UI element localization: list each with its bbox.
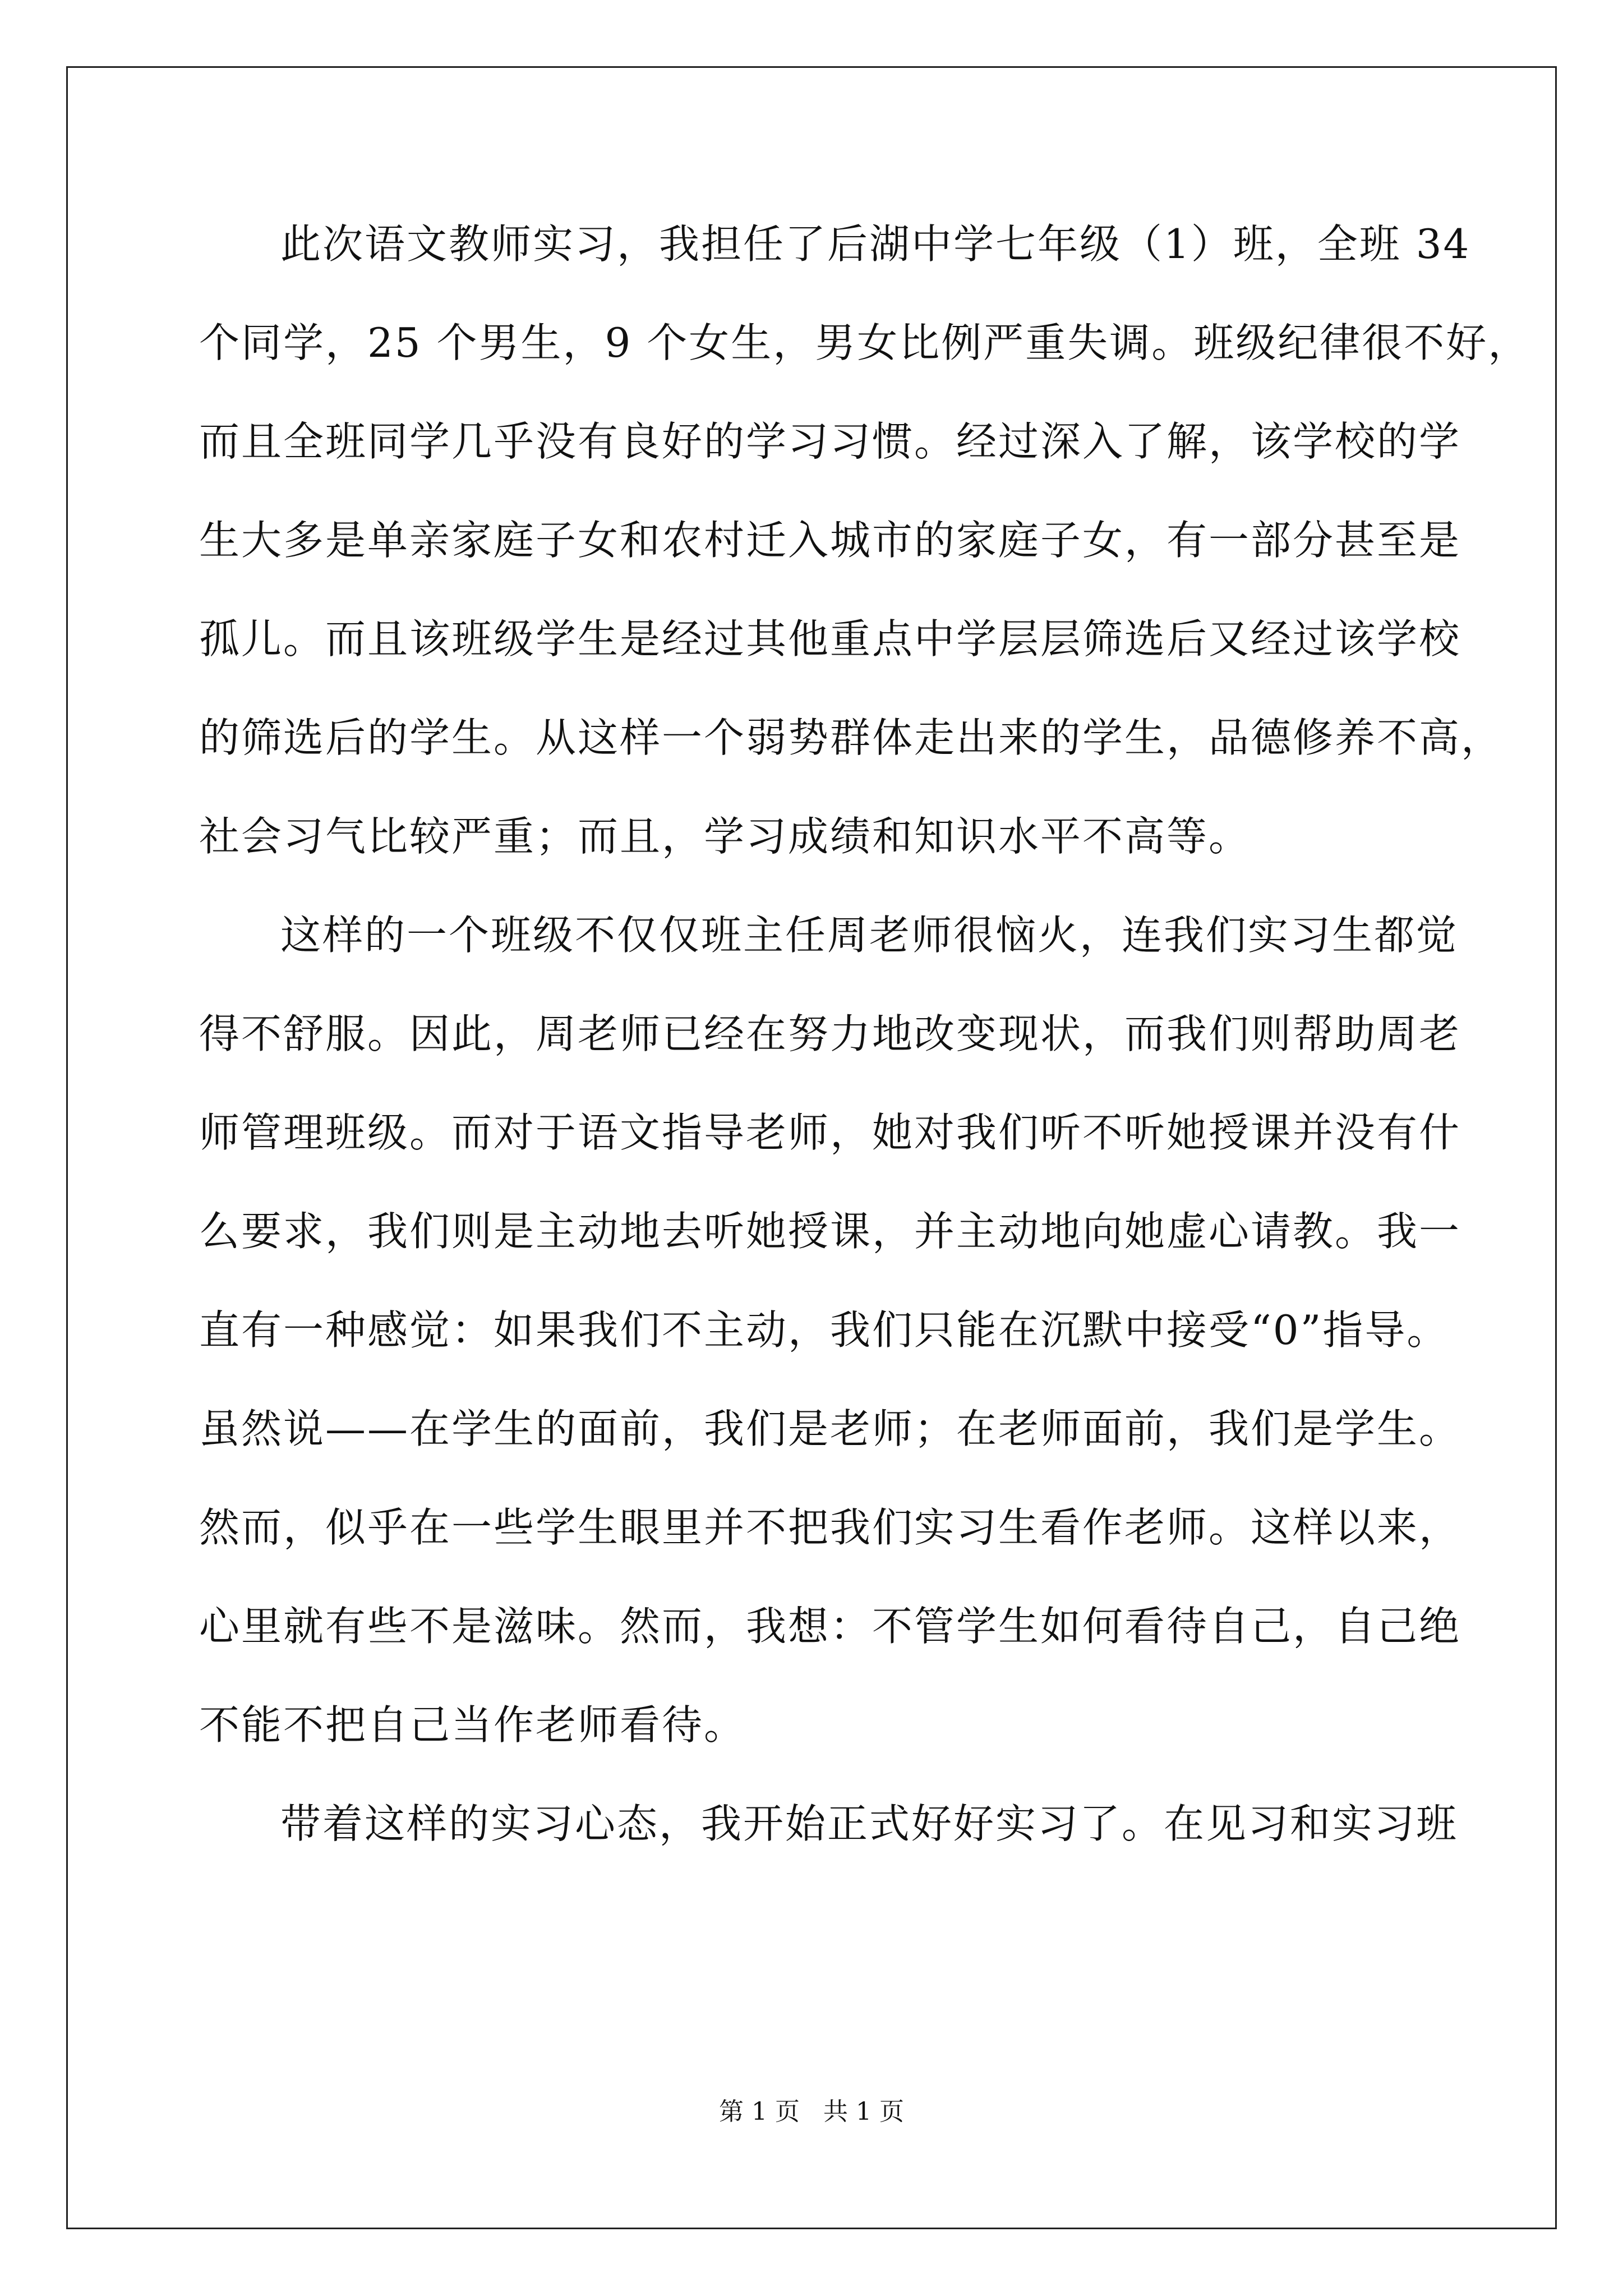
paragraph-2-line-5: 直有一种感觉：如果我们不主动，我们只能在沉默中接受“0”指导。	[199, 1306, 1449, 1354]
paragraph-2-line-8: 心里就有些不是滋味。然而，我想：不管学生如何看待自己，自己绝	[199, 1603, 1461, 1650]
paragraph-1-line-4: 生大多是单亲家庭子女和农村迁入城市的家庭子女，有一部分甚至是	[199, 517, 1461, 564]
paragraph-1-line-1: 此次语文教师实习，我担任了后湖中学七年级（1）班，全班 34	[280, 220, 1471, 268]
paragraph-2-line-2: 得不舒服。因此，周老师已经在努力地改变现状，而我们则帮助周老	[199, 1010, 1461, 1057]
paragraph-1-line-5: 孤儿。而且该班级学生是经过其他重点中学层层筛选后又经过该学校	[199, 615, 1461, 662]
paragraph-1-line-2: 个同学，25 个男生，9 个女生，男女比例严重失调。班级纪律很不好，	[199, 319, 1530, 366]
paragraph-2-line-1: 这样的一个班级不仅仅班主任周老师很恼火，连我们实习生都觉	[280, 912, 1459, 959]
paragraph-1-line-7: 社会习气比较严重；而且，学习成绩和知识水平不高等。	[199, 813, 1251, 860]
paragraph-2-line-7: 然而，似乎在一些学生眼里并不把我们实习生看作老师。这样以来，	[199, 1504, 1461, 1551]
document-body	[199, 216, 1530, 1894]
paragraph-3-line-1: 带着这样的实习心态，我开始正式好好实习了。在见习和实习班	[280, 1800, 1459, 1847]
paragraph-2-line-9: 不能不把自己当作老师看待。	[199, 1701, 746, 1749]
paragraph-2-line-6: 虽然说——在学生的面前，我们是老师；在老师面前，我们是学生。	[199, 1405, 1461, 1452]
paragraph-1-line-3: 而且全班同学几乎没有良好的学习习惯。经过深入了解，该学校的学	[199, 418, 1461, 465]
paragraph-2-line-3: 师管理班级。而对于语文指导老师，她对我们听不听她授课并没有什	[199, 1109, 1461, 1156]
page-number-footer: 第 1 页 共 1 页	[719, 2097, 904, 2126]
paragraph-1-line-6: 的筛选后的学生。从这样一个弱势群体走出来的学生，品德修养不高，	[199, 714, 1504, 761]
paragraph-2-line-4: 么要求，我们则是主动地去听她授课，并主动地向她虚心请教。我一	[199, 1208, 1461, 1255]
